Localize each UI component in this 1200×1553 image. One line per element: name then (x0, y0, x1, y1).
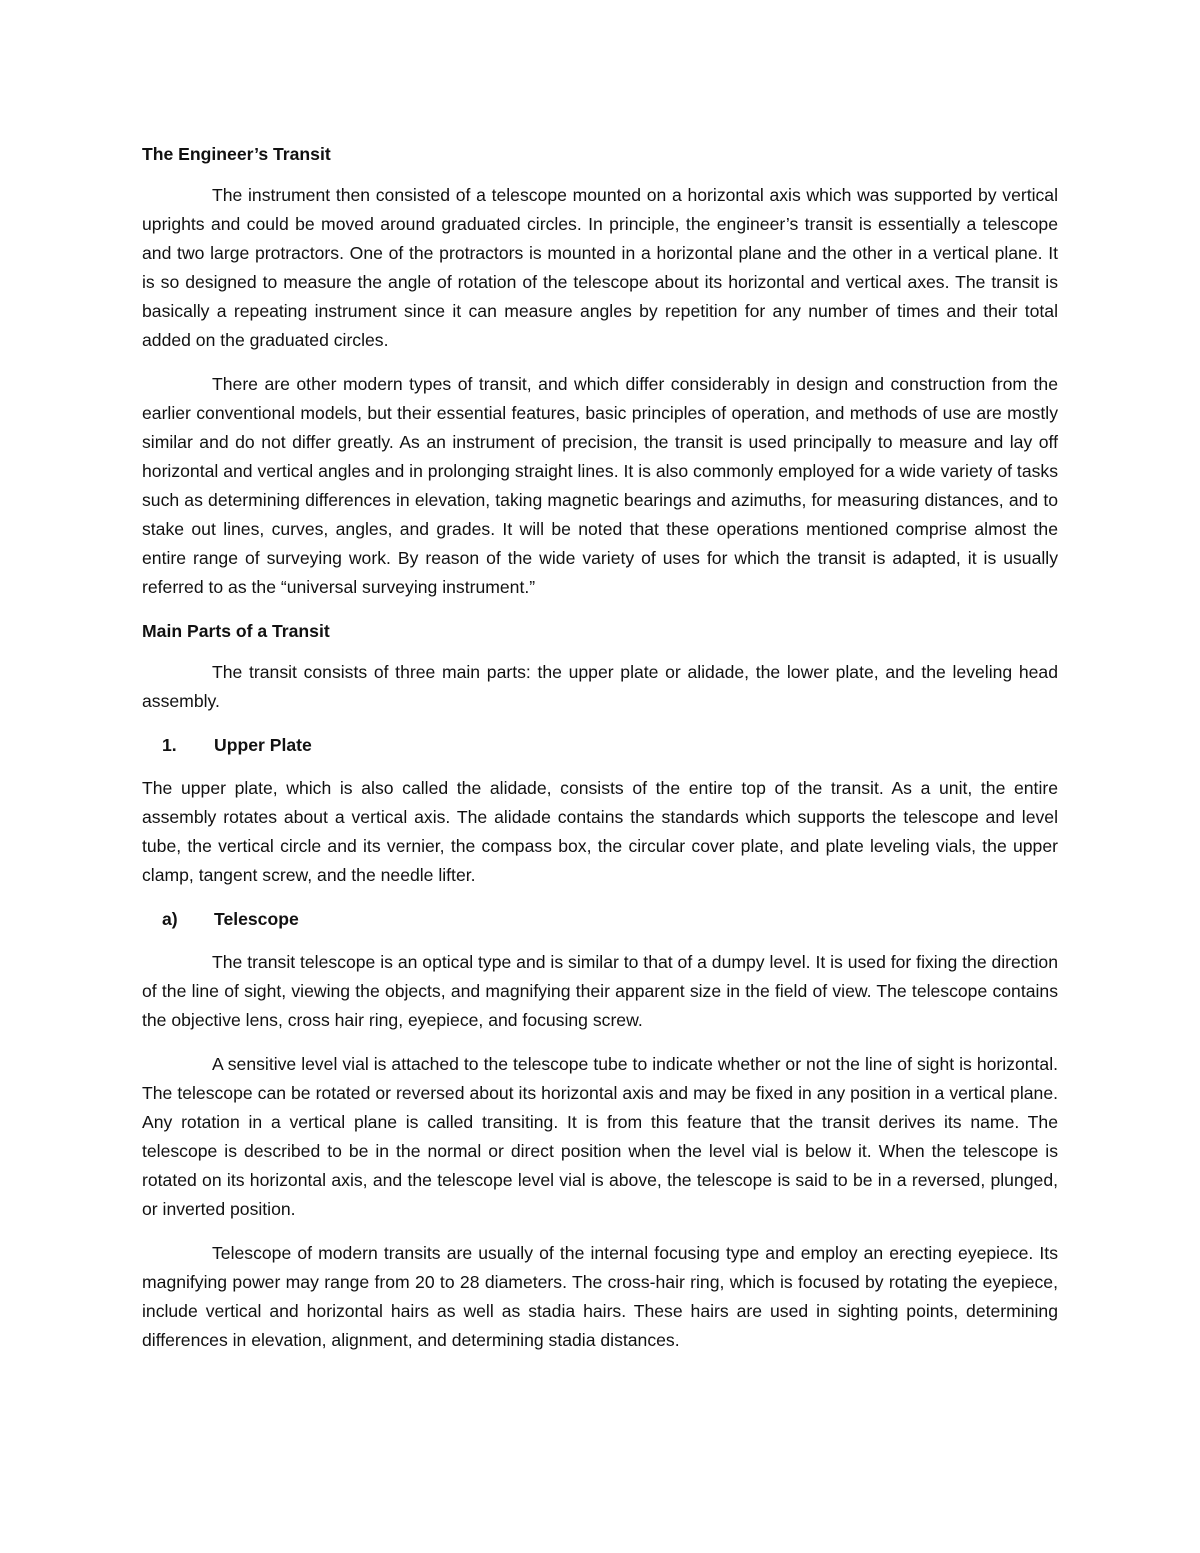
upper-plate-paragraph: The upper plate, which is also called the alidade, consists of the entire top of the transit. As a unit, the entire assembly rotates about a vertical axis. The alidade contains the standards which supports the telescope and level tube, the vertical circle and its vernier, the compass box, the circular cover plate, and plate leveling vials, the upper clamp, tangent screw, and the needle lifter. (142, 778, 1058, 885)
telescope-letter: a) (162, 909, 178, 929)
intro-paragraph: The instrument then consisted of a telescope mounted on a horizontal axis which was supported by vertical uprights and could be moved around graduated circles. In principle, the engineer’s transit is essentially a telescope and two large protractors. One of the protractors is mounted in a horizontal plane and the other in a vertical plane. It is so designed to measure the angle of rotation of the telescope about its horizontal and vertical axes. The transit is basically a repeating instrument since it can measure angles by repetition for any number of times and their total added on the graduated circles. (142, 185, 1058, 350)
telescope-paragraph: The transit telescope is an optical type and is similar to that of a dumpy level. It is used for fixing the direction of the line of sight, viewing the objects, and magnifying their apparent size in the field of view. The telescope contains the objective lens, cross hair ring, eyepiece, and focusing screw. (142, 952, 1058, 1030)
upper-plate-number: 1. (162, 735, 177, 755)
document-page (142, 140, 1058, 1370)
main-parts-paragraph: The transit consists of three main parts: the upper plate or alidade, the lower plate, and the leveling head assembly. (142, 662, 1058, 711)
intro-paragraph: There are other modern types of transit, and which differ considerably in design and construction from the earlier conventional models, but their essential features, basic principles of operation, and methods of use are mostly similar and do not differ greatly. As an instrument of precision, the transit is used principally to measure and lay off horizontal and vertical angles and in prolonging straight lines. It is also commonly employed for a wide variety of tasks such as determining differences in elevation, taking magnetic bearings and azimuths, for measuring distances, and to stake out lines, curves, angles, and grades. It will be noted that these operations mentioned comprise almost the entire range of surveying work. By reason of the wide variety of uses for which the transit is adapted, it is usually referred to as the “universal surveying instrument.” (142, 374, 1058, 597)
document-title: The Engineer’s Transit (142, 144, 331, 164)
telescope-heading (142, 905, 1058, 934)
main-parts-heading: Main Parts of a Transit (142, 621, 330, 641)
upper-plate-title: Upper Plate (214, 735, 312, 755)
telescope-paragraph: Telescope of modern transits are usually of the internal focusing type and employ an erecting eyepiece. Its magnifying power may range from 20 to 28 diameters. The cross-hair ring, which is focused by rotating the eyepiece, include vertical and horizontal hairs as well as stadia hairs. These hairs are used in sighting points, determining differences in elevation, alignment, and determining stadia distances. (142, 1243, 1058, 1350)
telescope-paragraph: A sensitive level vial is attached to the telescope tube to indicate whether or not the line of sight is horizontal. The telescope can be rotated or reversed about its horizontal axis and may be fixed in any position in a vertical plane. Any rotation in a vertical plane is called transiting. It is from this feature that the transit derives its name. The telescope is described to be in the normal or direct position when the level vial is below it. When the telescope is rotated on its horizontal axis, and the telescope level vial is above, the telescope is said to be in a reversed, plunged, or inverted position. (142, 1054, 1058, 1219)
telescope-title: Telescope (214, 909, 299, 929)
upper-plate-heading (142, 731, 1058, 760)
